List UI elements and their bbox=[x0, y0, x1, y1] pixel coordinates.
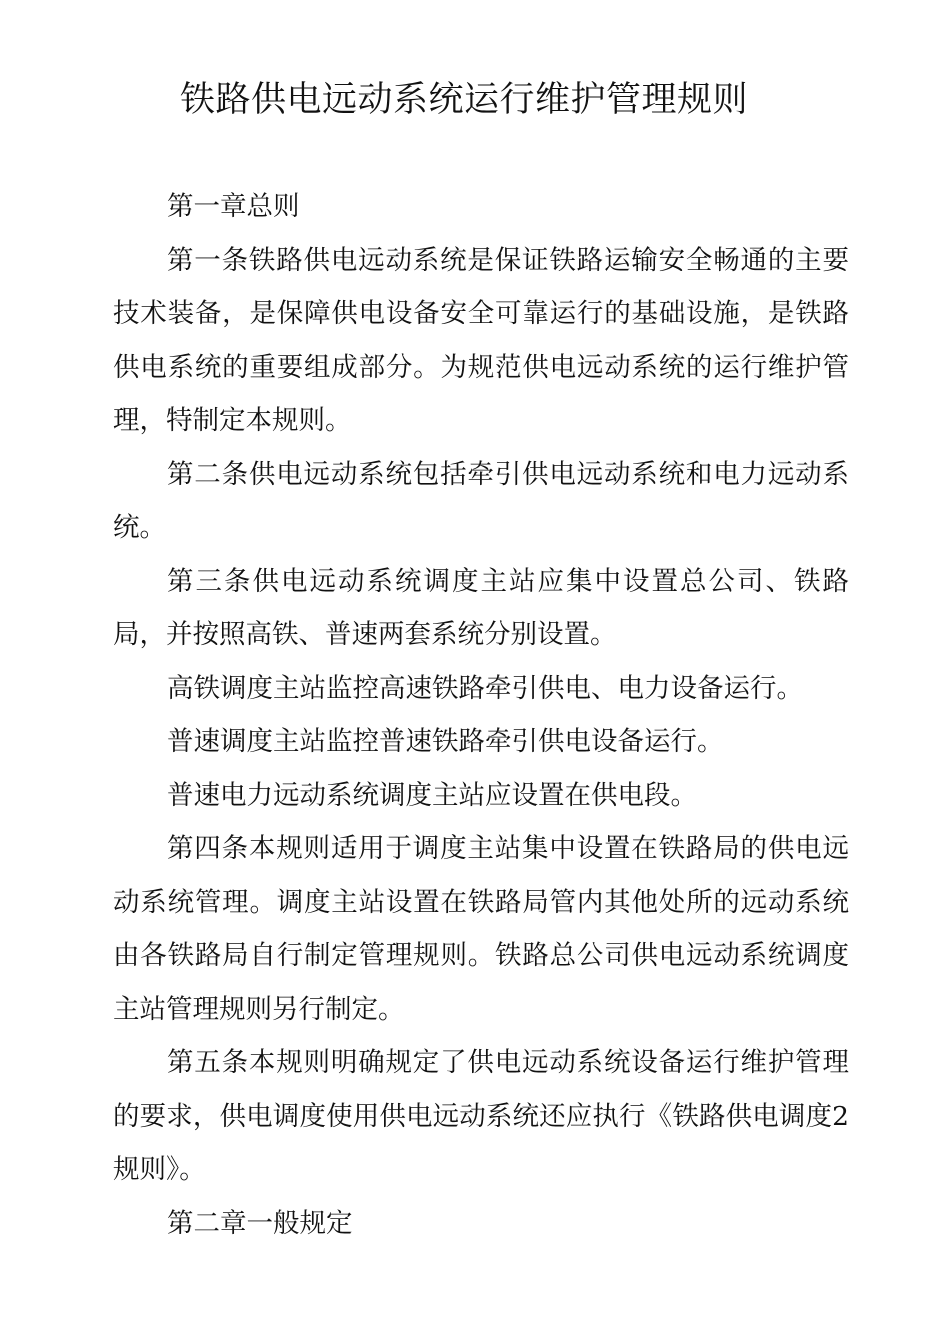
article-5: 第五条本规则明确规定了供电远动系统设备运行维护管理的要求，供电调度使用供电远动系统还应执行《铁路供电调度2规则》。 bbox=[113, 1047, 849, 1185]
chapter-2-heading: 第二章一般规定 bbox=[167, 1207, 353, 1239]
article-4: 第四条本规则适用于调度主站集中设置在铁路局的供电远动系统管理。调度主站设置在铁路局管内其他处所的远动系统由各铁路局自行制定管理规则。铁路总公司供电远动系统调度主站管理规则另行制定。 bbox=[113, 833, 849, 1025]
document-body bbox=[113, 180, 849, 1250]
article-3-power: 普速电力远动系统调度主站应设置在供电段。 bbox=[167, 779, 697, 811]
chapter-1-heading: 第一章总则 bbox=[167, 191, 300, 222]
document-title: 铁路供电远动系统运行维护管理规则 bbox=[179, 80, 748, 120]
article-1: 第一条铁路供电远动系统是保证铁路运输安全畅通的主要技术装备，是保障供电设备安全可靠运行的基础设施，是铁路供电系统的重要组成部分。为规范供电远动系统的运行维护管理，特制定本规则。 bbox=[113, 244, 849, 436]
article-3-conventional: 普速调度主站监控普速铁路牵引供电设备运行。 bbox=[167, 726, 724, 757]
article-3: 第三条供电远动系统调度主站应集中设置总公司、铁路局，并按照高铁、普速两套系统分别设置。 bbox=[113, 565, 849, 650]
article-3-high-speed: 高铁调度主站监控高速铁路牵引供电、电力设备运行。 bbox=[167, 672, 803, 704]
article-2: 第二条供电远动系统包括牵引供电远动系统和电力远动系统。 bbox=[113, 458, 849, 543]
